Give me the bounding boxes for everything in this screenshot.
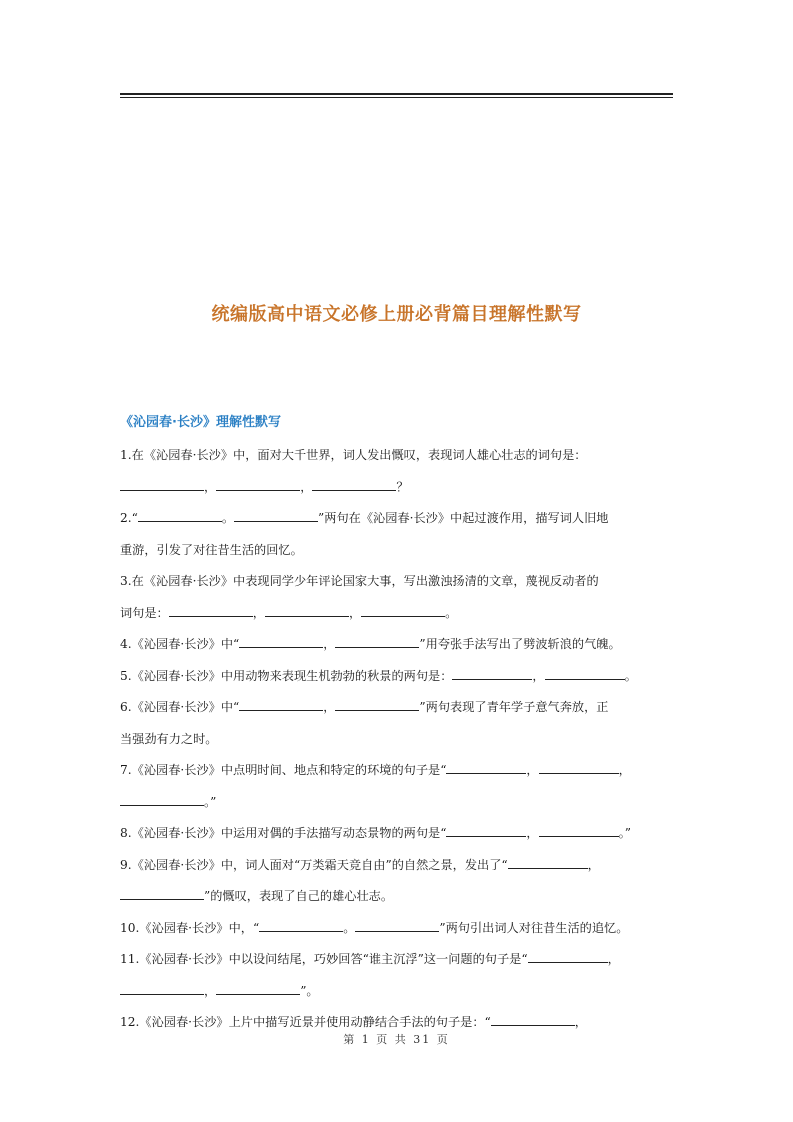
question-2: 2.“ 。 ”两句在《沁园春·长沙》中起过渡作用，描写词人旧地 [120,511,609,525]
question-6: 6.《沁园春·长沙》中“ ， ”两句表现了青年学子意气奔放，正 [120,700,609,714]
answer-blank[interactable] [528,950,608,963]
question-11-continued: ， ”。 [120,976,673,1008]
question-10: 10.《沁园春·长沙》中，“ 。 ”两句引出词人对往昔生活的追忆。 [120,920,629,935]
question-9-continued: ”的慨叹，表现了自己的雄心壮志。 [120,881,673,913]
answer-blank[interactable] [120,887,204,900]
section-heading: 《沁园春·长沙》理解性默写 [120,415,281,430]
question-8: 8.《沁园春·长沙》中运用对偶的手法描写动态景物的两句是“ ， 。” [120,826,631,840]
answer-blank[interactable] [545,667,625,680]
answer-blank[interactable] [491,1013,575,1026]
question-5: 5.《沁园春·长沙》中用动物来表现生机勃勃的秋景的两句是： ， 。 [120,668,637,683]
answer-blank[interactable] [239,698,323,711]
document-title: 统编版高中语文必修上册必背篇目理解性默写 [211,304,582,325]
question-6-continued: 当强劲有力之时。 [120,731,218,746]
answer-blank[interactable] [508,856,588,869]
question-1: 1.在《沁园春·长沙》中，面对大千世界，词人发出慨叹，表现词人雄心壮志的词句是： [120,448,587,462]
question-7: 7.《沁园春·长沙》中点明时间、地点和特定的环境的句子是“ ， ， [120,763,631,777]
answer-blank[interactable] [138,509,222,522]
answer-blank[interactable] [539,824,619,837]
answer-blank[interactable] [216,982,300,995]
question-1-answer-line: ， ， ？ [120,472,673,504]
question-3: 3.在《沁园春·长沙》中表现同学少年评论国家大事，写出激浊扬清的文章，蔑视反动者的 [120,574,599,588]
answer-blank[interactable] [239,635,323,648]
question-12: 12.《沁园春·长沙》上片中描写近景并使用动静结合手法的句子是：“ ， [120,1015,587,1029]
answer-blank[interactable] [335,635,419,648]
question-3-continued: 词句是： ， ， 。 [120,605,458,620]
question-11: 11.《沁园春·长沙》中以设问结尾，巧妙回答“谁主沉浮”这一问题的句子是“ ， [120,952,620,966]
answer-blank[interactable] [361,604,445,617]
question-4: 4.《沁园春·长沙》中“ ， ”用夸张手法写出了劈波斩浪的气魄。 [120,637,621,651]
answer-blank[interactable] [234,509,318,522]
answer-blank[interactable] [539,761,619,774]
page-footer: 第 1 页 共 31 页 [343,1033,450,1046]
answer-blank[interactable] [120,982,204,995]
answer-blank[interactable] [446,824,526,837]
question-2-continued: 重游，引发了对往昔生活的回忆。 [120,542,303,557]
answer-blank[interactable] [446,761,526,774]
answer-blank[interactable] [452,667,532,680]
question-9: 9.《沁园春·长沙》中，词人面对“万类霜天竞自由”的自然之景，发出了“ ， [120,857,600,872]
answer-blank[interactable] [355,919,439,932]
answer-blank[interactable] [259,919,343,932]
answer-blank[interactable] [335,698,419,711]
answer-blank[interactable] [216,478,300,491]
answer-blank[interactable] [169,604,253,617]
answer-blank[interactable] [265,604,349,617]
question-7-continued: 。” [120,787,673,819]
answer-blank[interactable] [120,478,204,491]
question-list [120,440,673,1039]
answer-blank[interactable] [120,793,204,806]
header-rule [120,93,673,98]
answer-blank[interactable] [312,478,396,491]
